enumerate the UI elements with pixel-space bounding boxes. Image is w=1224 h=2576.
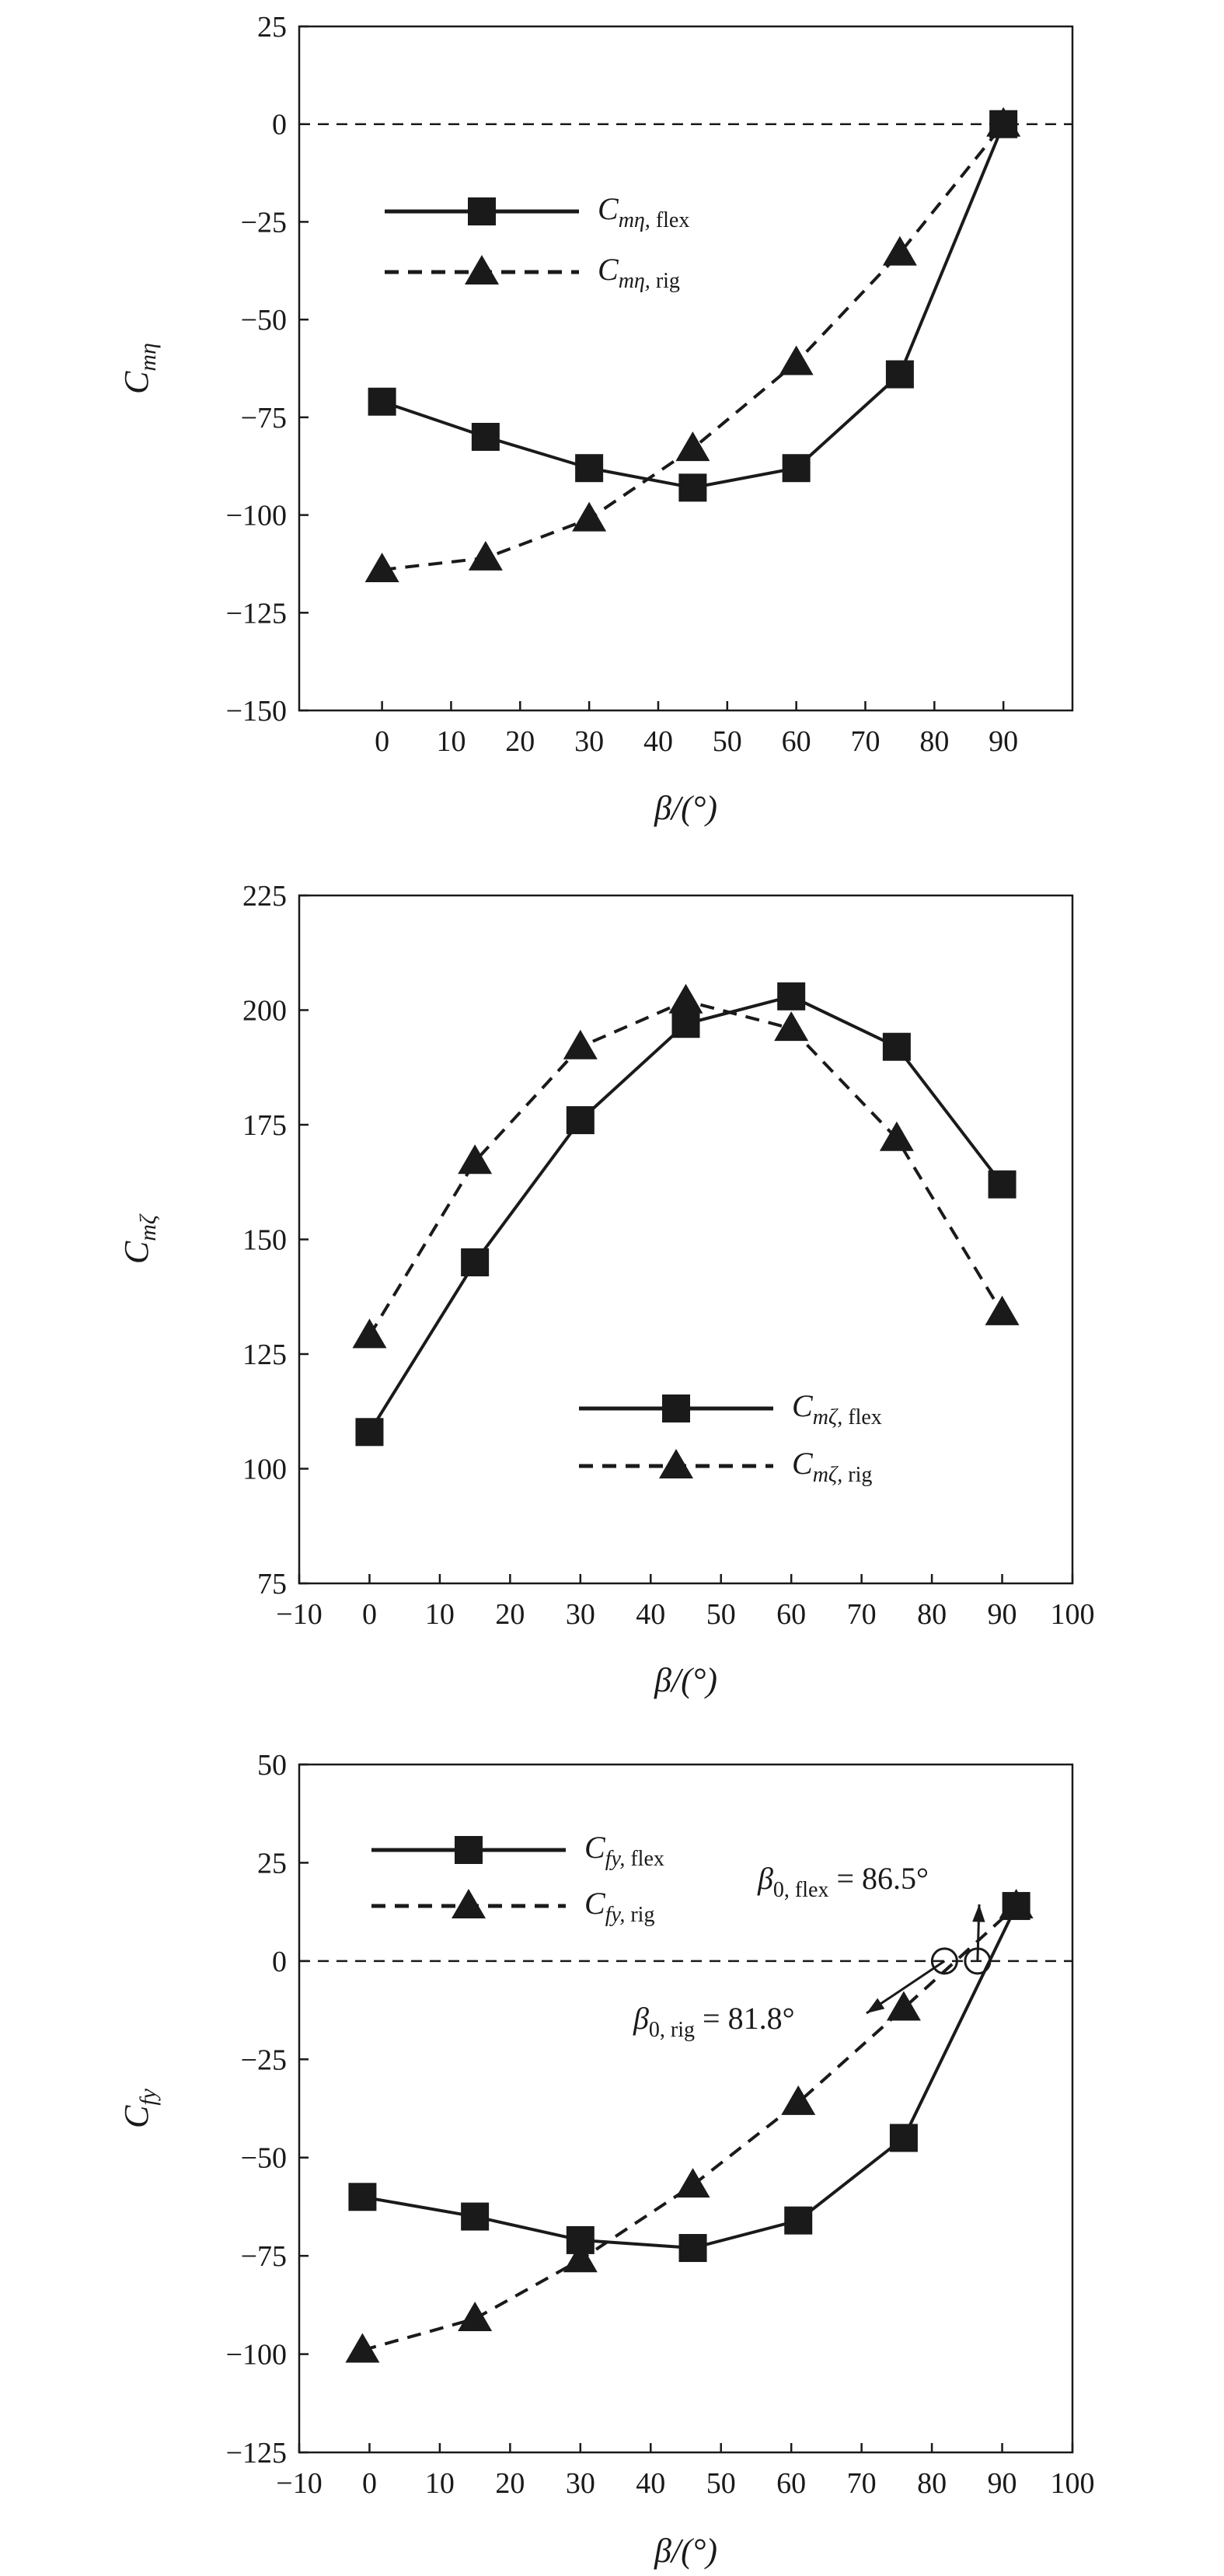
x-tick-label: 30: [565, 1598, 595, 1631]
y-tick-label: 150: [242, 1223, 287, 1257]
annotation-label: $\beta_{0, flex} = 86.5^\circ$: [758, 1861, 929, 1902]
data-point-rig-triangle-marker: [675, 431, 710, 461]
data-point-flex-square-marker: [989, 1171, 1017, 1199]
y-axis-label: $C_{m\zeta}$: [117, 1214, 161, 1265]
legend-square-marker: [662, 1394, 690, 1422]
series-line-flex: [369, 997, 1002, 1433]
y-tick-label: −125: [225, 597, 287, 630]
legend-square-marker: [455, 1836, 483, 1864]
y-tick-label: −50: [240, 2141, 287, 2175]
y-tick-label: 75: [257, 1568, 287, 1600]
x-tick-label: −10: [276, 1598, 323, 1631]
y-axis-label: $C_{fy}$: [117, 2088, 161, 2129]
data-point-flex-square-marker: [883, 1033, 911, 1061]
data-point-flex-square-marker: [679, 2234, 707, 2262]
x-tick-label: 20: [495, 2467, 525, 2500]
data-point-flex-square-marker: [886, 361, 914, 389]
x-tick-label: 30: [574, 725, 605, 758]
data-point-flex-square-marker: [784, 2207, 812, 2235]
y-tick-label: 50: [257, 1749, 287, 1782]
data-point-flex-square-marker: [672, 1010, 700, 1038]
data-point-flex-square-marker: [461, 2203, 489, 2231]
data-point-flex-square-marker: [368, 388, 396, 416]
data-point-rig-triangle-marker: [880, 1122, 914, 1151]
y-tick-label: −25: [240, 2044, 287, 2077]
data-point-flex-square-marker: [567, 1106, 595, 1134]
chart-panel-2: [117, 880, 1095, 1699]
legend-triangle-marker: [465, 255, 499, 284]
x-tick-label: 70: [846, 1598, 877, 1631]
y-tick-label: 0: [272, 108, 287, 141]
y-tick-label: 200: [242, 994, 287, 1028]
y-tick-label: 225: [242, 880, 287, 913]
y-tick-label: −125: [225, 2437, 287, 2470]
y-tick-label: −75: [240, 2240, 287, 2274]
data-point-rig-triangle-marker: [458, 2302, 492, 2331]
y-tick-label: −100: [225, 2338, 287, 2372]
y-tick-label: −100: [225, 499, 287, 532]
x-tick-label: 80: [917, 1598, 947, 1631]
x-tick-label: 50: [706, 2467, 736, 2500]
y-tick-label: 25: [257, 11, 287, 44]
data-point-flex-square-marker: [678, 473, 706, 501]
data-point-rig-triangle-marker: [563, 1030, 598, 1059]
x-tick-label: 90: [989, 725, 1019, 758]
x-tick-label: 20: [505, 725, 535, 758]
data-point-flex-square-marker: [348, 2183, 376, 2211]
x-tick-label: 50: [706, 1598, 736, 1631]
data-point-flex-square-marker: [355, 1418, 383, 1446]
legend-label: $C_{fy,}$ flex: [584, 1830, 664, 1871]
data-point-flex-square-marker: [461, 1248, 489, 1276]
data-point-flex-square-marker: [777, 983, 805, 1011]
legend-triangle-marker: [659, 1449, 693, 1478]
y-tick-label: 25: [257, 1847, 287, 1880]
annotation-label: $\beta_{0, rig} = 81.8^\circ$: [633, 2001, 795, 2042]
x-tick-label: 90: [987, 2467, 1017, 2500]
x-axis-label: β/(°): [654, 2532, 718, 2570]
data-point-flex-square-marker: [783, 454, 811, 482]
x-tick-label: 80: [917, 2467, 947, 2500]
series-line-rig: [362, 1906, 1016, 2350]
legend-label: $C_{m\zeta,}$ rig: [792, 1446, 873, 1487]
data-point-rig-triangle-marker: [572, 502, 606, 532]
legend-label: $C_{fy,}$ rig: [584, 1886, 655, 1927]
x-tick-label: 30: [565, 2467, 595, 2500]
y-tick-label: −75: [240, 401, 287, 435]
x-tick-label: 50: [712, 725, 742, 758]
y-tick-label: 175: [242, 1109, 287, 1142]
x-tick-label: 100: [1050, 2467, 1095, 2500]
data-point-rig-triangle-marker: [985, 1296, 1020, 1325]
legend-label: $C_{m\eta,}$ flex: [598, 191, 690, 232]
x-tick-label: 20: [495, 1598, 525, 1631]
annotation-arrowhead: [867, 1998, 884, 2013]
data-point-flex-square-marker: [890, 2124, 918, 2152]
y-tick-label: −150: [225, 695, 287, 728]
x-tick-label: 10: [424, 2467, 455, 2500]
legend-label: $C_{m\zeta,}$ flex: [792, 1388, 882, 1429]
data-point-rig-triangle-marker: [469, 541, 503, 571]
x-tick-label: 60: [781, 725, 811, 758]
x-tick-label: 0: [375, 725, 390, 758]
data-point-rig-triangle-marker: [676, 2168, 710, 2197]
y-tick-label: −25: [240, 206, 287, 239]
y-tick-label: 0: [272, 1945, 287, 1978]
x-axis-label: β/(°): [654, 789, 718, 827]
x-tick-label: 100: [1050, 1598, 1095, 1631]
y-tick-label: −50: [240, 304, 287, 337]
data-point-rig-triangle-marker: [669, 984, 703, 1014]
x-tick-label: 80: [919, 725, 950, 758]
y-tick-label: 125: [242, 1339, 287, 1371]
x-tick-label: 40: [636, 2467, 666, 2500]
x-axis-label: β/(°): [654, 1661, 718, 1699]
x-tick-label: 70: [846, 2467, 877, 2500]
y-axis-label: $C_{m\eta}$: [117, 343, 161, 394]
chart-panel-1: [117, 11, 1072, 827]
legend-triangle-marker: [452, 1889, 486, 1918]
x-tick-label: 10: [436, 725, 466, 758]
x-tick-label: 0: [361, 2467, 377, 2500]
plot-frame: [299, 1764, 1072, 2452]
x-tick-label: 60: [776, 2467, 807, 2500]
y-tick-label: 100: [242, 1453, 287, 1486]
x-tick-label: 70: [850, 725, 881, 758]
x-tick-label: 90: [987, 1598, 1017, 1631]
chart-panel-3: [117, 1749, 1095, 2570]
x-tick-label: 60: [776, 1598, 807, 1631]
data-point-flex-square-marker: [575, 454, 603, 482]
plot-frame: [299, 26, 1072, 710]
data-point-flex-square-marker: [472, 423, 500, 451]
x-tick-label: 40: [636, 1598, 666, 1631]
x-tick-label: 0: [361, 1598, 377, 1631]
x-tick-label: −10: [276, 2467, 323, 2500]
annotation-arrowhead: [972, 1904, 985, 1922]
x-tick-label: 10: [424, 1598, 455, 1631]
data-point-rig-triangle-marker: [352, 1318, 386, 1348]
legend-square-marker: [468, 197, 496, 225]
legend-label: $C_{m\eta,}$ rig: [598, 252, 680, 293]
x-tick-label: 40: [643, 725, 673, 758]
